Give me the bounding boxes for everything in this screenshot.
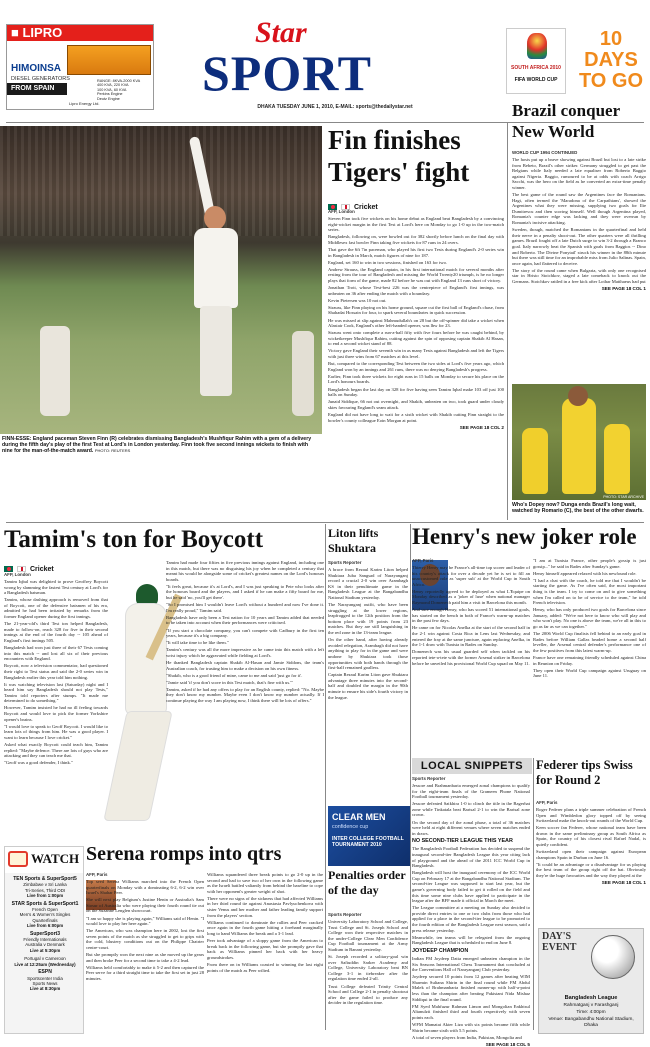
paragraph: A brace from Rezaul Karim Liton helped Shuktara Juba Sangsad of Narayanganj record a crucial 2-0 win over Arambagh KS in their penultimate game in the Bangladesh League at the Bangabandhu National Stadium yesterday.: [328, 567, 408, 600]
paragraph: The Narayanganj outfit, who have been struggling at the lower regions, leapfrogged to the 12th position from the bottom place with 19 points from 23 matches. But they are still languishing in the red zone in the 13-team league.: [328, 602, 408, 636]
paragraph: But she promptly won the next nine as she moved up the gears and then broke Peer for a second time to take a 4-2 lead.: [86, 952, 204, 963]
paragraph: The story of the round came when Bulgaria, with only one recognised star in Hristo Stoichkov, staged a late comeback to knock out the Germans. Stoichkov rattled in a free kick after Lothar Matthaeus had put: [512, 267, 646, 284]
watch-detail: Australia v Denmark: [25, 942, 65, 948]
paragraph: He thanked Bangladesh captain Shakib Al-Hasan and Jamie Siddons, the team's Australian coach, for trusting him to make a decision on his own fitness.: [166, 660, 324, 671]
paragraph: However, Tamim insisted he had no ill feeling towards Boycott and would love to pick the former Yorkshire opener's brains.: [4, 705, 108, 722]
paragraph: Indian FM Joydeep Datta emerged unbeaten champion in the Six Seasons International Chess Tournament that concluded at the Conventions Hall of Narayanganj Club yesterday.: [412, 955, 530, 973]
paragraph: The Bangladesh Football Federation has decided to suspend the inaugural second-tier Bangladesh League this year citing lack of playground and the ahead of the 2011 ICC World Cup in Bangladesh.: [412, 846, 530, 869]
snippets-byline: Sports Reporter: [412, 776, 446, 781]
watch-time: Live at 5:30pm: [29, 947, 61, 953]
player-left: [522, 428, 548, 494]
paragraph: Junaid Siddique, 66 not out overnight, and Shakib, unbeaten on two, took guard under cloudy skies favouring England's seam attack.: [328, 399, 504, 410]
paragraph: Kevin Pietersen was 10 not out.: [328, 297, 387, 303]
player-dunga: [562, 398, 596, 494]
watch-detail: Men's & Women's Singles Quarterfinals: [19, 912, 71, 923]
watch-item: [7, 877, 83, 899]
watch-detail: Sports News: [32, 980, 58, 986]
himoinsa-brand: HIMOINSA: [11, 63, 61, 74]
watch-channel: ESPN: [38, 969, 52, 976]
paragraph: Tamim's century was all the more impressive as he came into this match with a left wrist injury which he aggravated while fielding at Lord's.: [166, 647, 324, 658]
paragraph: From there on in Williams coasted to winning the last eight points of the match as Peer wilted.: [207, 961, 323, 973]
federer-headline: Federer tips Swiss for Round 2: [536, 758, 633, 787]
watch-item: [7, 902, 83, 929]
brazil-story-body: [512, 150, 646, 382]
watch-item: [7, 932, 83, 954]
photo-credit: PHOTO: REUTERS: [94, 448, 131, 454]
paragraph: WFM Mamatai Akter Liza with six points became fifth while Shirin became sixth with 5.5 points.: [412, 1021, 530, 1033]
paragraph: Earlier, Finn took three wickets for eight runs in 15 balls on Monday to secure his place on the Lord's honours boards.: [328, 373, 504, 385]
snippets-subhead-2: JOYDEEP CHAMPION: [412, 947, 469, 954]
player-legs: [200, 306, 232, 396]
generator-image: [67, 45, 151, 75]
paragraph: Williams squandered three break points to go 2-0 up in the second and had to save two of her own in the following game as the Israeli battled valiantly from behind the baseline to cope with her opponent's greater weight of shot.: [207, 872, 323, 894]
paragraph: Asked what exactly Boycott could teach him, Tamim replied: "Maybe defence. There are lots of guys who are attacking and they can teach me that.: [4, 742, 108, 759]
paragraph: "I had a chat with the coach, he told me that I wouldn't be starting the game. As I've often said, the most important thing is the team. I try to come on and to give something when I'm called on to be of service to the team," he told French television.: [533, 577, 646, 606]
paragraph: University Laboratory School and College, Trust College and St. Joseph School and College won their respective matches in the under-College Clear Men Confidence Cup Football tournament at the Army Stadium in Banani yesterday.: [328, 919, 408, 952]
batsman-far: [292, 331, 314, 416]
tamim-legs: [105, 712, 172, 820]
watch-channel: TEN Sports & SuperSport5: [13, 876, 77, 882]
paragraph: "I am at Tunisia France, other people's gossip is just gossip..." he said in Rades after Sunday's game.: [533, 558, 646, 569]
watch-time: Live from 6:00pm: [26, 923, 64, 929]
batsman-background: [40, 326, 70, 416]
paragraph: Bangladesh began the last day on 328 for five having seen Tamim Iqbal make 103 off just 100 balls on Sunday.: [328, 386, 504, 398]
paragraph: "I would love to speak to Geoff Boycott. I would like to learn lots of things from him. He was a good player. I want to learn because I love cricket.": [4, 723, 108, 740]
paragraph: Henry, who has only produced two goals for Barcelona since January, added: "We're not here to know who will play and who won't play. No one is above the team, we're all in this to go as far as we can together.": [533, 607, 646, 630]
main-story-body: [328, 209, 504, 523]
tamim-section-tag: Cricket: [4, 560, 74, 570]
paragraph: Bangladesh will host the inaugural ceremony of the ICC World Cup on February 17 at the Bangabandhu National Stadium. The second-tier League was supposed to start last year, but the game's governing body failed to get it rolled on the field and this time some nine clubs have applied to participate in the league after the BFF made it official in March the meet.: [412, 870, 530, 904]
worldcup-country: SOUTH AFRICA 2010: [511, 65, 561, 71]
liton-headline: Liton lifts Shuktara: [328, 526, 379, 555]
paragraph: "Shakib, who is a good friend of mine, came to me and said 'just go for it'.: [166, 672, 303, 678]
col-rule-1: [507, 122, 508, 520]
penalties-byline: Sports Reporter: [328, 912, 362, 917]
paragraph: "It could be an advantage or a disadvantage for us playing the best team of the group right off the bat. Obviously they're the huge favourites and the way they played at the: [536, 861, 646, 879]
paragraph: The American, who was champion here in 2002, lost the first seven points of the match as she struggled to get to grips with the cold, blustery conditions out on the Philippe Chatrier centre-court.: [86, 928, 204, 951]
henry-story-col1: [412, 558, 530, 754]
serena-byline: AFP, Paris: [86, 872, 108, 877]
lipro-logo-icon: ■: [11, 25, 19, 40]
worldcup-logo: [506, 28, 566, 94]
tamim-body: [126, 604, 166, 714]
paragraph: Meanwhile, ten teams will be relegated from the ongoing Bangladesh League that is scheduled to end on June 8.: [412, 934, 530, 946]
clear-ad-event: INTER COLLEGE FOOTBALL TOURNAMENT 2010: [332, 836, 404, 848]
paragraph: Tamim Iqbal was delighted to prove Geoffrey Boycott wrong by slamming the fastest Test century at Lord's for a Bangladesh batsman.: [4, 579, 108, 596]
watch-detail: Tri-Series, Third ODI: [24, 887, 66, 893]
clear-men-ad: [328, 806, 410, 866]
paragraph: But, compared to the corresponding Test between the two sides at Lord's five years ago, which England won by an innings and 261 runs, there was no denying Bangladesh's progress.: [328, 361, 504, 372]
federer-story-body: [536, 800, 646, 922]
watch-list: [7, 877, 83, 995]
paragraph: He was missed at slip against Mahmudullah's on 28 but the off-spinner did take a wicket when Alastair Cook, England's other left-handed opener, was lbw for 23.: [328, 317, 504, 329]
watch-channel: STAR Sports & SuperSport1: [11, 900, 79, 907]
generator-specs: RANGE: 8KVA-2000 KVA 400 KVA, 220 KVA 100 KVA, 60 KVA Perkins Engine Deutz Engine: [97, 79, 141, 101]
watch-box: [4, 846, 84, 1034]
paragraph: "It feels great, because it's at Lord's, and I was just speaking to Pete who looks after the honours board and the players, and I asked if he can make a fifty board for me, but he said 'no, you'll get there'.: [166, 583, 324, 601]
tamim-story-col2: [166, 560, 324, 842]
col-rule-2: [325, 524, 326, 1030]
federer-continued[interactable]: SEE PAGE 18 COL 1: [601, 880, 646, 886]
snippets-body: [412, 776, 530, 1047]
paragraph: There were no signs of the sickness that had affected Williams in her third round tie against Anastasia Pavlyuchenkova with sister Venus and her mother and father leading family support from the players' section.: [207, 895, 323, 918]
watch-item: [7, 970, 83, 992]
countdown-number: 10: [599, 28, 623, 50]
days-event-title: Bangladesh League: [564, 995, 618, 1001]
main-byline: AFP, London: [328, 209, 355, 214]
trophy-icon: [527, 33, 547, 59]
snippets-subhead-1: NO SECOND-TIER LEAGUE THIS YEAR: [412, 838, 513, 845]
paragraph: It was watching television last (Saturday) night and I heard him say Bangladesh should not play Tests," Tamim told reporters after stumps. "It made me determined to do something.": [4, 681, 108, 704]
paragraph: Peer took advantage of a sloppy game from the American to break back in the following game, but she promptly gave that back as Williams pinned her back with her heavy groundstrokes.: [207, 938, 323, 960]
watch-channel: SuperSport3: [29, 930, 60, 937]
football-icon: [591, 935, 635, 979]
paragraph: Bangladesh had won just three of their 67 Tests coming into this match -- and lost all six of their previous encounters with England.: [4, 645, 108, 662]
paragraph: "I am so happy she is playing again," Williams said of Henin. "I would love to play her here again.": [86, 915, 204, 927]
masthead-brand: Star: [255, 16, 307, 49]
paragraph: On the second day of the zonal phase, a total of 36 matches were held at eight different venues where seven matches ended in draws.: [412, 819, 530, 836]
tv-icon: [8, 851, 28, 867]
days-event-venue: Venue: Bangabandhu National Stadium, Dhaka: [548, 1017, 634, 1028]
col-rule-3: [533, 758, 534, 1030]
player-head: [204, 206, 226, 230]
brazil-continued[interactable]: SEE PAGE 18 COL 1: [601, 286, 646, 292]
paragraph: The hosts put up a brave showing against Brazil but lost to a late strike from Bebeto, Brazil's other striker. Germany struggled to get past the Belgians while Italy needed a late equaliser from Roberto Baggio against Nigeria. Baggio, rumoured to be at odds with coach Arrigo Sacchi, was the hero on the field as he converted an extra-time penalty winner.: [512, 157, 646, 190]
paragraph: Tamim, whose dashing approach is removed from that of Boycott, one of the defensive batsmen of his era, admitted he had been irritated by remarks from the former England opener during the first innings.: [4, 597, 108, 620]
penalties-headline: Penalties order of the day: [328, 868, 406, 897]
paragraph: Domenech was his usual guarded self when tackled on his reported tete-a-tete with the former Arsenal striker in Barcelona before he unveiled his provisional World Cup squad on May 11.: [412, 649, 530, 666]
masthead: [200, 14, 470, 114]
paragraph: Bangladesh have only been a Test nation for 10 years and Tamim added that needed to be taken into account when their performances were criticised.: [166, 614, 324, 626]
player-body: [194, 228, 238, 308]
crowd-stands: [0, 126, 322, 236]
countdown-togo: TO GO: [578, 70, 644, 92]
paragraph: Thierry Henry may be France's all-time top scorer and leader of his country's attack for over a decade yet he is set to fill an unaccustomed role as 'super sub' at the World Cup in South Africa.: [412, 565, 530, 587]
watch-header: [5, 847, 83, 873]
main-continued[interactable]: SEE PAGE 18 COL 2: [459, 425, 504, 431]
paragraph: Tamim had made four fifties in five previous innings against England, including one in this match, but there was no disguising his joy when he completed a century that meant his would be alongside some of cricket's greatest names on the Lord's honours boards.: [166, 560, 324, 582]
henry-byline: AFP, Paris: [412, 558, 434, 563]
paragraph: Keen soccer fan Federer, whose national team have been drawn in the same preliminary group as South Africa as Spain, the country of his closest rival Rafael Nadal, is quietly confident.: [536, 825, 646, 848]
days-event-label: DAY'S EVENT: [542, 931, 577, 953]
paragraph: Boycott, now a television commentator, had questioned their right to Test status and said the 2-0 series win in Bangladesh earlier this year told him nothing.: [4, 663, 108, 680]
federer-byline: AFP, Paris: [536, 800, 558, 805]
masthead-title: SPORT: [202, 45, 372, 101]
serena-headline: Serena romps into qtrs: [86, 843, 282, 865]
paragraph: France have one remaining friendly scheduled against China in Reunion on Friday.: [533, 655, 646, 666]
watch-item: [7, 956, 83, 967]
paragraph: Jessore and Brahmanbaria emerged zonal champions to qualify for the eight-team finals of the Grameen Phone National Football tournament yesterday.: [412, 783, 530, 800]
paragraph: Bangladesh, following on, were bowled out for 382 shortly before lunch on the final day with Middlesex fast bowler Finn taking five wickets for 87 runs in 24 overs.: [328, 234, 504, 245]
penalties-story-body: [328, 912, 408, 1034]
paragraph: The 2006 World Cup finalists fell behind to an early goal in Rades before William Gallas headed home a second half leveller, the Arsenal central defender's performance one of the few positives from this latest warm-up.: [533, 631, 646, 653]
paragraph: Steven Finn took five wickets on his home debut as England beat Bangladesh by a convincing eight-wicket margin in the first Test at Lord's here on Monday to go 1-0 up in the two-match series.: [328, 216, 504, 233]
paragraph: Strauss, like Finn playing on his home ground, square cut the first ball of England's chase, from Shahadat Hossain for four, to spark several boundaries in quick succession.: [328, 304, 504, 316]
tamim-story-col1: [4, 572, 108, 842]
paragraph: She will next play Belgium's Justine Henin or Australia's Sam Stosur of Australia who were playing their fourth round tie out on the Suzanne Lenglen showcourt.: [86, 897, 204, 914]
paragraph: Jonathan Trott, whose Test-best 226 was the centrepiece of England's first innings, was unbeaten on 36 after ending the match with a boundary.: [328, 285, 504, 296]
watch-title: WATCH: [31, 851, 80, 866]
paragraph: He came on for Nicolas Anelka at the start of the second half in the 2-1 win against Costa Rica in Lens last Wednesday, and entered the fray at the same juncture, again replacing Anelka, in the 1-1 draw with Tunisia in Rades on Sunday.: [412, 625, 530, 648]
paragraph: On the other hand, after having already avoided relegation, Arambagh did not have anything to play for in the game and were undone by Shuktara took those opportunities with both hands through the first-half remained goalless.: [328, 637, 408, 671]
brazil-headline: Brazil conquer New World: [512, 101, 620, 141]
dateline: DHAKA TUESDAY JUNE 1, 2010, E-MAIL: sports@thedailystar.net: [257, 104, 413, 110]
brazil-kicker: WORLD CUP 1994 CONTINUED: [512, 150, 578, 155]
player-romario: [604, 424, 630, 494]
watch-event: French Open: [32, 907, 58, 913]
watch-event: Portugal v Cameroon: [24, 956, 66, 962]
countdown-days: DAYS: [584, 49, 638, 71]
days-event-box: [538, 928, 644, 1034]
main-section-tag: Cricket: [328, 198, 506, 208]
liton-byline: Sports Reporter: [328, 560, 362, 565]
watch-time: Live from 1:00pm: [26, 893, 64, 899]
clear-ad-sub: confidence cup: [332, 824, 369, 830]
brazil-photo-credit: PHOTO: STAR ARCHIVE: [603, 495, 644, 499]
henry-story-col2: [533, 558, 646, 754]
paragraph: "Geoff was a good defender, I think.": [4, 760, 73, 766]
player-dunga-head: [568, 386, 588, 406]
paragraph: "It will take time to be like them.": [166, 640, 229, 646]
paragraph: Tamim, asked if he had any offers to play for an English county, replied: "No. Maybe they don't know my number. Maybe even I don't know my number actually. If I continue playing the way I am playing now, I think there will be lots of offers.": [166, 686, 324, 704]
paragraph: St. Joseph recorded a solitary-goal win over Safiuddin Sarker Academy and College, University Laboratory beat BN College 3-1 in tiebreaker after the regulation time ended 2-all.: [328, 954, 408, 982]
paragraph: "So I promised him I wouldn't leave Lord's without a hundred and now I've done it. I'm really proud," Tamim said.: [166, 602, 324, 613]
paragraph: Joydeep secured 10 points from 12 games after beating WIM Sharmin Sultana Shirin in the final round while FM Abdul Malek of Brahmanbaria finished runner-up with half-a-point less than the champion after beating Pakistani Nida Mishaz Siddiqui in the final round.: [412, 974, 530, 1002]
watch-event: Zimbabwe v Sri Lanka: [23, 882, 67, 888]
dealer-name: Lipro Energy Ltd.: [69, 101, 100, 106]
paragraph: "Jamie said 'if you don't score in this Test match, that's fine with us.'": [166, 679, 293, 685]
main-photo: [0, 126, 322, 434]
liton-story-body: [328, 560, 408, 800]
paragraph: Trust College defeated Trinity Central School and College 2-1 in penalty shootout after the game failed to produce any decider in the regulation time.: [328, 983, 408, 1006]
paragraph: England did not have long to wait for a sixth wicket with Shakib cutting Finn straight to the bowler's county colleague Eoin Morgan at point.: [328, 411, 504, 423]
brazil-caption: Who's Dopey now? Dunga ends Brazil's long wait, watched by Romario (C), the best of the other dwarfs.: [512, 502, 644, 515]
origin-banner: FROM SPAIN: [7, 83, 67, 95]
paragraph: The best game of the round saw the Argentines face the Romanians. Hagi, often termed the 'Maradona of the Carpathians', showed the Argentines what they were missing, supplying two goals for Ilie Dumitrescu and then scoring himself. Well though Argentina played, Romania's counter edge was lacking and they were overrun by Romania's incisive attacking.: [512, 192, 646, 226]
paragraph: Switzerland open their campaign against European champions Spain in Durban on June 16.: [536, 849, 646, 860]
watch-time: Live at 12:25am (Wednesday): [14, 961, 76, 967]
main-photo-caption: FINN-ESSE: England paceman Steven Finn (R) celebrates dismissing Bangladesh's Mushfiqur Rahim with a gem of a delivery during the fifth day's play of the first Test at Lord's in London yesterday. Finn took five second innings wickets to finish with nine for the man-of-the-match award. PHOTO: REUTERS: [2, 436, 312, 455]
worldcup-countdown: [506, 28, 646, 98]
serena-story-col1: [86, 872, 204, 1036]
paragraph: FM Syed Mahfuzur Rahman Limon and Mongolian Enkhtsul Altanulzii finished third and fourth respectively with seven points each.: [412, 1003, 530, 1020]
clear-ad-title: CLEAR MEN: [332, 812, 386, 822]
paragraph: Williams held comfortably to make it 5-2 and then captured the Peer serve for a third straight time to take the first set in just 28 minutes.: [86, 964, 204, 981]
paragraph: A total of seven players from India, Pakistan, Mongolia and: [412, 1034, 522, 1040]
snippets-header: LOCAL SNIPPETS: [412, 758, 532, 774]
snippets-continued[interactable]: SEE PAGE 18 COL 5: [485, 1041, 530, 1047]
serena-story-col2: [207, 872, 323, 1036]
paragraph: Strauss went onto complete a run-a-ball fifty with five fours before he was caught behind, by wicketkeeper Mushfiqur Rahim, cutting against the spin of opposing captain Shakib Al Hasan, to end a second wicket stand of 88.: [328, 330, 504, 347]
paragraph: Top seed Serena Williams marched into the French Open quarterfinals on Monday with a dominating 6-2, 6-2 win over Israel's Shahar Peer.: [86, 879, 204, 896]
tamim-byline: AFP, London: [4, 572, 31, 577]
paragraph: "If you start a chocolate company, you can't compete with Cadbury in the first ten years, because it's a big company.: [166, 627, 324, 639]
lipro-brand: ■ LIPRO: [7, 25, 153, 41]
brazil-photo: [512, 384, 646, 500]
worldcup-org: FIFA WORLD CUP: [514, 77, 558, 83]
paragraph: Andrew Strauss, the England captain, in his first international match for several months after resting from the tour of Bangladesh and missing the World Twenty20 triumph, is he no longer plays that form of the game, made 82 before he was out with England 13 runs short of victory.: [328, 266, 504, 283]
lipro-advertisement[interactable]: [6, 24, 154, 110]
col-rule-4: [410, 524, 411, 1030]
days-event-time: Time: 4:00pm: [576, 1010, 606, 1015]
paragraph: And sure enough Henry, who has scored 51 international goals, has started on the bench in both of France's warm-up matches in the past few days.: [412, 607, 530, 624]
paragraph: Victory gave England their seventh win in as many Tests against Bangladesh and left the Tigers with just three wins from 67 matches at this level.: [328, 348, 504, 360]
tamim-helmet: [136, 584, 158, 606]
paragraph: Captain Rezaul Karim Liton gave Shuktara advantage three minutes into the second-half and doubled the margin in the 90th minute to ensure his side's fourth victory in the league.: [328, 672, 408, 700]
paragraph: That gave the 6ft 7in paceman, who played his first two Tests during England's 2-0 series win in Bangladesh in March, match figures of nine for 187.: [328, 246, 504, 258]
cricketer-finn: [178, 136, 248, 396]
tamim-headline: Tamim's ton for Boycott: [4, 526, 264, 553]
paragraph: England, set 160 to win in two sessions, finished on 163 for two.: [328, 259, 448, 265]
paragraph: Henry himself appeared relaxed with his newfound role.: [533, 570, 637, 576]
paragraph: Williams continued to dominate the rallies and Peer cracked once again in the fourth game hitting a forehand marginally long to hand Williams the break and a 3-1 lead.: [207, 919, 323, 936]
paragraph: Henry reportedly agreed to be deployed as what L'Equipe on Monday described as a 'joker of luxe' when national manager Raymond Domenech paid him a visit in Barcelona this month.: [412, 588, 530, 606]
main-headline: Fin finishes Tigers' fight: [328, 125, 470, 187]
henry-headline: Henry's new joker role: [412, 524, 637, 549]
watch-event: Sportscenter India: [27, 975, 63, 981]
watch-event: Friendly Internationals: [23, 937, 67, 943]
paragraph: They open their World Cup campaign against Uruguay on June 11.: [533, 667, 646, 679]
generator-tag: DIESEL GENERATORS: [11, 76, 70, 82]
paragraph: The League committee at a meeting on Sunday also decided to provide direct entries to one or two clubs from those who had applied for a place in the second-tier league to be promoted to the fourth edition of the Bangladesh League next season, said a press release yesterday.: [412, 905, 530, 933]
paragraph: Jessore defeated Satkhira 1-0 to clinch the title in the Bagerhat zone while Tinkatala beat Barisal 2-1 to win the Barisal zone crown.: [412, 801, 530, 818]
paragraph: Sweden, though, matched the Romanians in the quarterfinal and held their nerve in a penalty shoot-out. The other quarters were all thrilling games. Brazil fought off a late Dutch surge to win 3-2 through a Branco goal. Italy narrowly beat the Spanish with goals from Baggios -- Dino and Roberto. The Divine Ponytail' struck his winner in the 88th minute but there was still time for an improbable miss from Julio Salinas. Spain, once again, had flattered to deceive.: [512, 227, 646, 266]
watch-time: Live at 8:30pm: [29, 986, 61, 992]
paragraph: The 21-year-old's third Test ton helped Bangladesh, made to follow-on, reach 328 for five in their second innings at the end of the fourth day -- 105 ahead of England's first innings 505.: [4, 621, 108, 643]
paragraph: Roger Federer plans a triple summer celebration of French Open and Wimbledon glory topped off by seeing Switzerland make the knock-out rounds of the World Cup.: [536, 807, 646, 824]
days-event-match: Rahmatganj v Farashganj: [563, 1003, 619, 1008]
